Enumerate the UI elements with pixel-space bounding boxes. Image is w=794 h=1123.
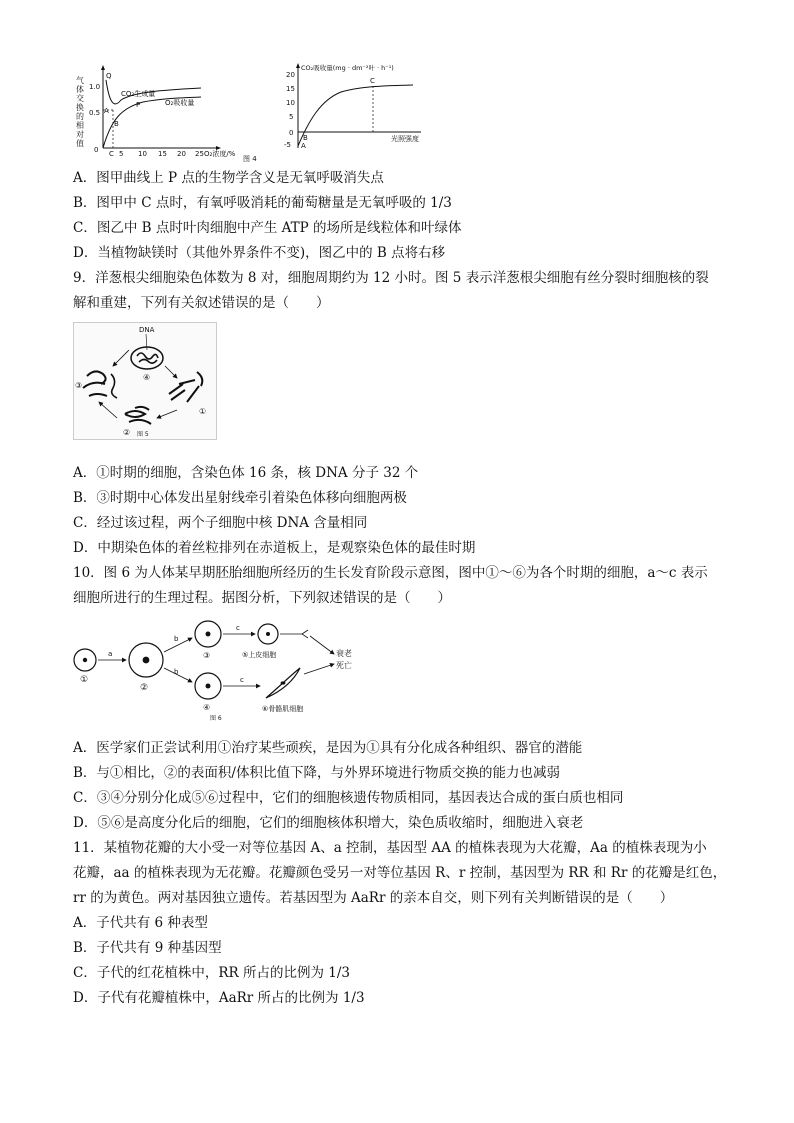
q8-option-b: B．图甲中 C 点时，有氧呼吸消耗的葡萄糖量是无氧呼吸的 1/3	[73, 195, 452, 211]
figure-5-stage-4: ④	[143, 373, 151, 382]
graph-jia-point-b: B	[114, 120, 119, 128]
q10-option-c: C．③④分别分化成⑤⑥过程中，它们的细胞核遗传物质相同，基因表达合成的蛋白质也相同	[73, 790, 624, 806]
q9-option-c: C．经过该过程，两个子细胞中核 DNA 含量相同	[73, 515, 368, 531]
figure-5	[73, 322, 217, 440]
graph-jia-ytick-1: 1.0	[89, 83, 101, 91]
figure-4-graphs	[73, 60, 425, 164]
graph-yi-ytick-10: 10	[286, 99, 295, 107]
q10-option-d: D．⑤⑥是高度分化后的细胞，它们的细胞核体积增大，染色质收缩时，细胞进入衰老	[73, 815, 584, 831]
figure-6-cell-4: ④	[203, 703, 211, 712]
graph-jia-o2-label: O₂吸收量	[165, 99, 195, 107]
figure-4	[73, 60, 425, 164]
q9-option-d: D．中期染色体的着丝粒排列在赤道板上，是观察染色体的最佳时期	[73, 540, 476, 556]
figure-6	[70, 616, 366, 724]
figure-5-diagram	[73, 322, 217, 440]
q9-option-a: A．①时期的细胞，含染色体 16 条，核 DNA 分子 32 个	[73, 465, 419, 481]
graph-yi	[284, 63, 421, 150]
figure-6-cell-5: ⑤上皮细胞	[242, 651, 277, 659]
graph-jia-ytick-3: 0	[94, 146, 99, 154]
q10-stem-line-2: 细胞所进行的生理过程。据图分析，下列叙述错误的是（ ）	[73, 590, 451, 606]
figure-6-cell-2: ②	[140, 683, 149, 693]
q11-stem-line-3: rr 的为黄色。两对基因独立遗传。若基因型为 AaRr 的亲本自交，则下列有关判断错误的是（ ）	[73, 890, 674, 906]
q10-option-a: A．医学家们正尝试利用①治疗某些顽疾，是因为①具有分化成各种组织、器官的潜能	[73, 740, 583, 756]
figure-6-process-a: a	[108, 650, 113, 658]
graph-yi-ytick-0: 0	[289, 129, 294, 137]
figure-5-dna-label: DNA	[139, 326, 155, 334]
graph-jia	[76, 65, 236, 158]
figure-6-end-line-1: 衰老	[336, 649, 352, 658]
graph-jia-xtick-25: 25	[195, 150, 204, 158]
figure-6-diagram	[70, 616, 366, 724]
graph-yi-ylabel: CO₂吸收量(mg · dm⁻²叶 · h⁻¹)	[301, 64, 394, 72]
figure-5-stage-2: ②	[123, 428, 131, 437]
graph-jia-xtick-20: 20	[177, 150, 186, 158]
graph-jia-xtick-10: 10	[138, 150, 147, 158]
graph-yi-ytick-5: 5	[289, 113, 294, 121]
figure-6-cell-6: ⑥骨骼肌细胞	[262, 705, 304, 713]
graph-jia-xtick-15: 15	[158, 150, 167, 158]
figure-6-end-line-2: 死亡	[336, 661, 352, 670]
figure-6-process-c-lower: c	[240, 676, 244, 684]
q9-stem-line-2: 解和重建，下列有关叙述错误的是（ ）	[73, 295, 330, 311]
figure-6-process-c-upper: c	[236, 624, 240, 632]
figure-6-caption: 图 6	[210, 715, 222, 722]
q8-option-c: C．图乙中 B 点时叶肉细胞中产生 ATP 的场所是线粒体和叶绿体	[73, 220, 462, 236]
graph-jia-xtick-5: 5	[119, 150, 124, 158]
figure-4-caption: 图 4	[243, 155, 257, 163]
q11-option-d: D．子代有花瓣植株中，AaRr 所占的比例为 1/3	[73, 990, 365, 1006]
q11-option-b: B．子代共有 9 种基因型	[73, 940, 222, 956]
graph-yi-point-c: C	[370, 77, 375, 85]
graph-jia-ylabel: 气体交换的相对值	[75, 76, 85, 148]
figure-5-stage-1: ①	[199, 407, 207, 416]
graph-yi-point-b: B	[303, 134, 308, 142]
graph-jia-co2-label: CO₂生成量	[121, 90, 156, 98]
q11-stem-line-1: 11．某植物花瓣的大小受一对等位基因 A、a 控制，基因型 AA 的植株表现为大花瓣，Aa 的植株表现为小	[73, 840, 707, 856]
figure-6-process-b-upper: b	[174, 635, 179, 643]
q8-option-a: A．图甲曲线上 P 点的生物学含义是无氧呼吸消失点	[73, 170, 384, 186]
q11-option-c: C．子代的红花植株中，RR 所占的比例为 1/3	[73, 965, 350, 981]
q9-option-b: B．③时期中心体发出星射线牵引着染色体移向细胞两极	[73, 490, 407, 506]
graph-jia-xlabel: O₂浓度/%	[204, 150, 236, 158]
figure-6-process-b-lower: b	[174, 668, 179, 676]
graph-jia-point-a: A	[104, 107, 109, 115]
graph-yi-point-a: A	[301, 142, 306, 150]
q9-stem-line-1: 9．洋葱根尖细胞染色体数为 8 对，细胞周期约为 12 小时。图 5 表示洋葱根尖细胞有丝分裂时细胞核的裂	[73, 270, 709, 286]
q8-option-d: D．当植物缺镁时（其他外界条件不变)，图乙中的 B 点将右移	[73, 245, 446, 261]
graph-jia-xtick-c: C	[109, 150, 114, 158]
q11-stem-line-2: 花瓣，aa 的植株表现为无花瓣。花瓣颜色受另一对等位基因 R、r 控制，基因型为 RR 和 Rr 的花瓣是红色，	[73, 865, 727, 881]
graph-jia-point-p: P	[136, 101, 141, 109]
graph-yi-ytick-neg5: -5	[284, 141, 291, 149]
graph-jia-point-q: Q	[106, 72, 112, 80]
figure-5-stage-3: ③	[75, 381, 83, 390]
q10-option-b: B．与①相比，②的表面积/体积比值下降，与外界环境进行物质交换的能力也减弱	[73, 765, 560, 781]
q11-option-a: A．子代共有 6 种表型	[73, 915, 208, 931]
figure-5-caption: 图 5	[137, 431, 149, 438]
figure-6-cell-3: ③	[203, 651, 211, 660]
graph-jia-ytick-2: 0.5	[89, 109, 101, 117]
graph-yi-ytick-20: 20	[286, 71, 295, 79]
graph-yi-xlabel: 光照强度	[391, 135, 419, 143]
q10-stem-line-1: 10．图 6 为人体某早期胚胎细胞所经历的生长发育阶段示意图，图中①～⑥为各个时期的细胞，a～c 表示	[73, 565, 708, 581]
graph-yi-ytick-15: 15	[286, 85, 295, 93]
figure-6-cell-1: ①	[80, 675, 89, 685]
